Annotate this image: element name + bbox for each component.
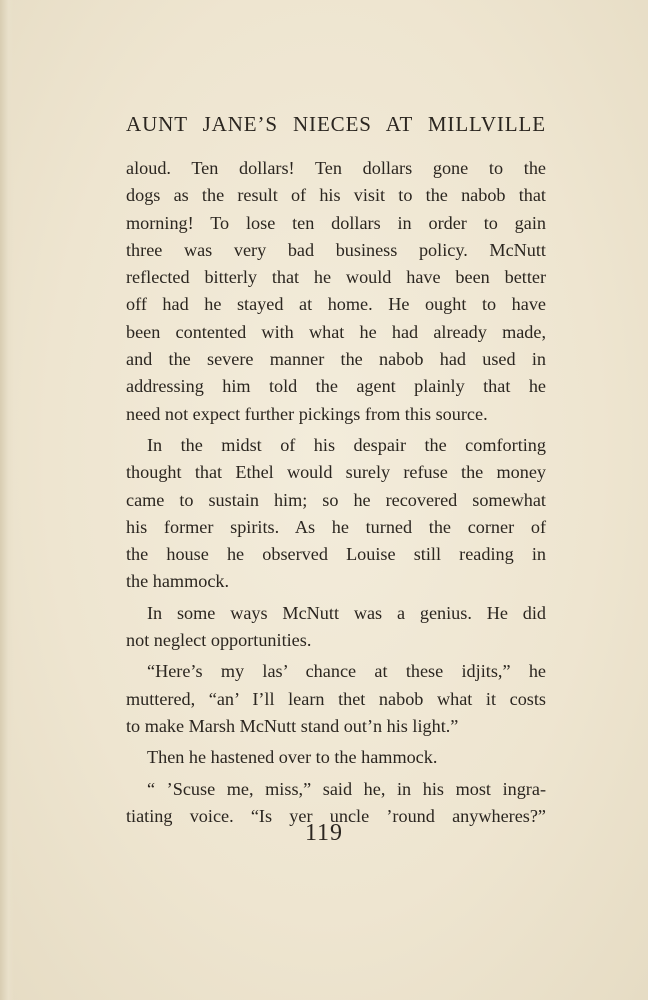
text-line: the hammock. — [126, 571, 230, 592]
paragraph — [126, 658, 546, 740]
text-line: thought that Ethel would surely refuse the money — [126, 462, 546, 483]
page-body — [126, 155, 546, 834]
paragraph — [126, 744, 546, 771]
running-header: AUNT JANE’S NIECES AT MILLVILLE — [126, 112, 546, 136]
text-line: reflected bitterly that he would have been better — [126, 267, 546, 288]
text-line: came to sustain him; so he recovered somewhat — [126, 489, 546, 510]
text-line: In some ways McNutt was a genius. He did — [147, 602, 546, 623]
text-line: aloud. Ten dollars! Ten dollars gone to the — [126, 158, 546, 178]
page-number: 119 — [304, 820, 344, 846]
text-line: and the severe manner the nabob had used in — [126, 349, 546, 370]
text-line: been contented with what he had already made, — [126, 321, 546, 342]
text-line: “Here’s my las’ chance at these idjits,” he — [147, 661, 546, 682]
text-line: his former spirits. As he turned the corner of — [126, 516, 546, 537]
paragraph — [126, 432, 546, 596]
text-line: “ ’Scuse me, miss,” said he, in his most ingra- — [147, 778, 546, 799]
text-line: three was very bad business policy. McNutt — [126, 239, 546, 260]
text-line: to make Marsh McNutt stand out’n his light.” — [126, 715, 459, 736]
text-line: morning! To lose ten dollars in order to gain — [126, 212, 546, 233]
text-line: off had he stayed at home. He ought to have — [126, 294, 546, 315]
page-gutter-shadow — [0, 0, 14, 1000]
text-line: need not expect further pickings from this source. — [126, 403, 488, 424]
text-line: not neglect opportunities. — [126, 630, 312, 651]
paragraph — [126, 600, 546, 655]
text-line: tiating voice. “Is yer uncle ’round anywheres?” — [126, 805, 546, 826]
paragraph — [126, 155, 546, 428]
text-line: In the midst of his despair the comforting — [147, 434, 546, 455]
text-line: the house he observed Louise still reading in — [126, 544, 546, 565]
text-line: addressing him told the agent plainly that he — [126, 376, 546, 397]
text-line: dogs as the result of his visit to the nabob that — [126, 185, 546, 206]
text-line: muttered, “an’ I’ll learn thet nabob what it costs — [126, 688, 546, 709]
text-line: Then he hastened over to the hammock. — [147, 747, 438, 768]
